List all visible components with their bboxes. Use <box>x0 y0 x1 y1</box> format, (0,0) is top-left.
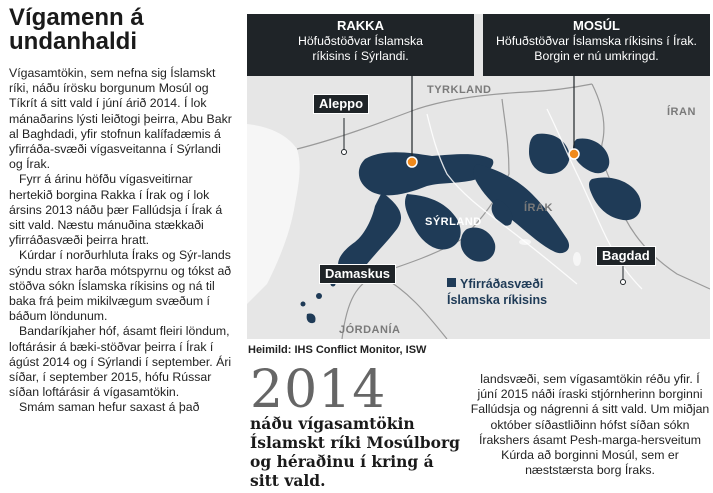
map-legend <box>447 276 547 308</box>
country-label-jordan: JÓRDANÍA <box>339 324 401 336</box>
mosul-marker <box>569 149 579 159</box>
city-label-aleppo: Aleppo <box>313 94 369 114</box>
callout-desc: Höfuðstöðvar Íslamska ríkisins í Sýrlandi. <box>297 34 424 63</box>
year-text: náðu vígasamtökin Íslamskt ríki Mosúlborg og héraðinu í kring á sitt vald. <box>250 414 460 490</box>
legend-swatch <box>447 278 456 287</box>
city-label-bagdad: Bagdad <box>596 246 656 266</box>
country-label-iran: ÍRAN <box>667 106 696 118</box>
paragraph: Kúrdar í norðurhluta Íraks og Sýr-lands sýndu strax harða mótspyrnu og tókst að stöðva sókn Íslamska ríkisins og ná til baka frá þeim mikilvægum svæðum í báðum löndunum. <box>9 248 232 324</box>
right-column <box>470 372 710 478</box>
city-label-damaskus: Damaskus <box>319 264 396 284</box>
paragraph: landsvæði, sem vígasamtökin réðu yfir. Í júní 2015 náði íraski stjórnherinn borginni Fallúdsja og nágrenni á sitt vald. Um miðjan október síðastliðinn hófst síðan sókn Írakshers ásamt Pesh-marga-hersveitum Kúrda að borginni Mosúl, sem er næststærsta borg Íraks. <box>470 372 710 478</box>
year-number: 2014 <box>250 360 387 420</box>
callout-title: RAKKA <box>337 18 384 33</box>
callout-title: MOSÚL <box>573 18 620 33</box>
lake <box>573 252 581 266</box>
left-column <box>9 66 234 416</box>
paragraph: Fyrr á árinu höfðu vígasveitirnar hertekið borgina Rakka í Írak og í lok ársins 2013 náðu þær Fallúdsja í Írak á sitt vald. Næstu mánuðina stækkaði yfirráðasvæði þeirra hratt. <box>9 172 223 248</box>
rakka-marker <box>407 157 417 167</box>
paragraph: Vígasamtökin, sem nefna sig Íslamskt ríki, náðu írösku borgunum Mosúl og Tíkrít á sitt vald í júní árið 2014. Í lok mánaðarins lýsti leiðtogi þeirra, Abu Bakr al Baghdadi, yfir stofnun kalífadæmis á yfirráða-svæði vígasveitanna í Sýrlandi og Írak. <box>9 66 232 172</box>
paragraph: Bandaríkjaher hóf, ásamt fleiri löndum, loftárásir á bæki-stöðvar þeirra í Írak í ágúst 2014 og í Sýrlandi í september. Ári síðar, í september 2015, hófu Rússar síðan loftárásir á vígasamtökin. <box>9 324 232 400</box>
callout-rakka <box>247 14 474 76</box>
country-label-iraq: ÍRAK <box>524 202 553 214</box>
headline: Vígamenn á undanhaldi <box>9 4 144 55</box>
country-label-syria: SÝRLAND <box>425 216 482 228</box>
legend-label: Íslamska ríkisins <box>447 293 548 307</box>
aleppo-marker <box>342 150 347 155</box>
bagdad-marker <box>621 280 626 285</box>
paragraph: Smám saman hefur saxast á það <box>19 400 200 415</box>
callout-mosul <box>483 14 710 76</box>
legend-label: Yfirráðasvæði <box>460 277 544 291</box>
source-note: Heimild: IHS Conflict Monitor, ISW <box>248 344 427 356</box>
callout-desc: Höfuðstöðvar Íslamska ríkisins í Írak. Borgin er nú umkringd. <box>496 34 697 63</box>
country-label-turkey: TYRKLAND <box>427 84 492 96</box>
